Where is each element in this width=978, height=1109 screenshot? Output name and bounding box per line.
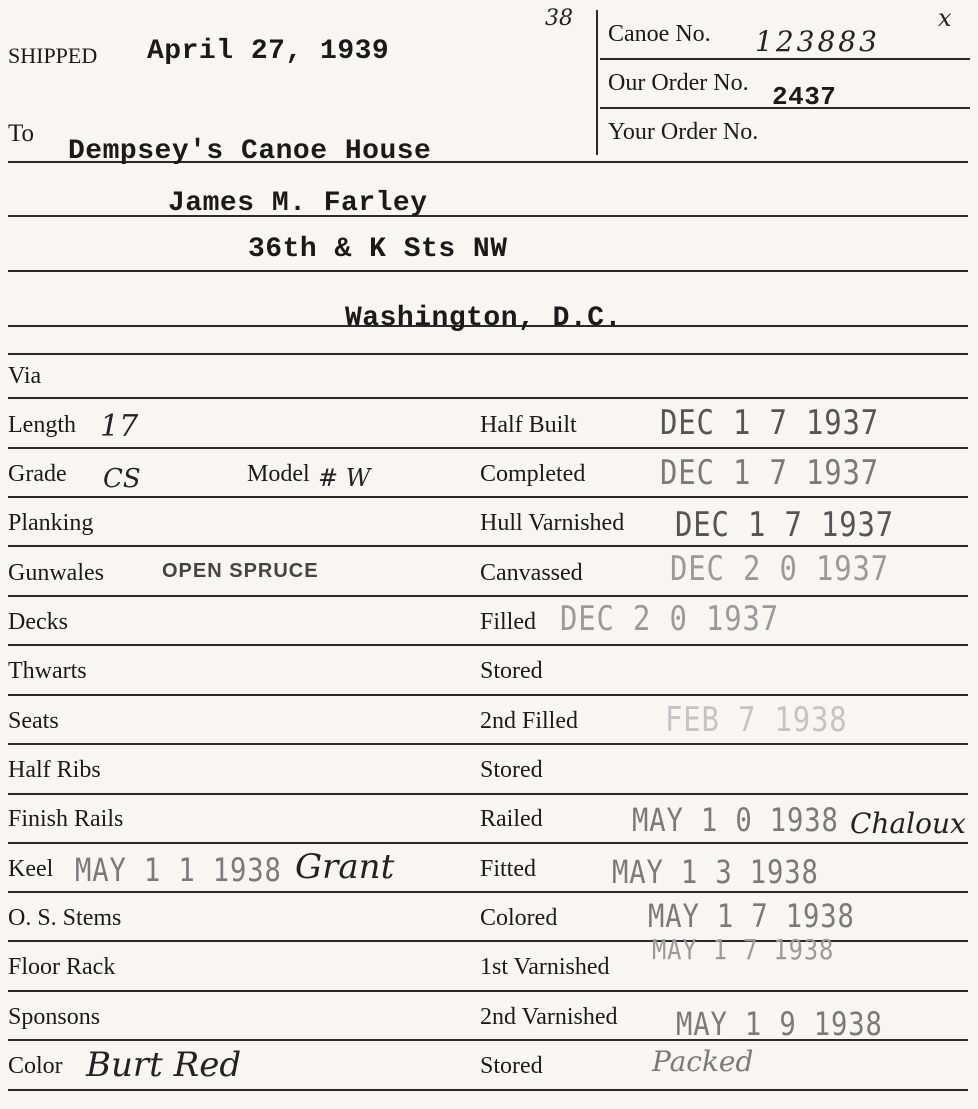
floor-rack-label: Floor Rack [8,954,116,980]
hull-varnished-stamp: DEC 1 7 1937 [675,505,894,545]
stored-label-1: Stored [480,658,543,684]
canoe-no-value: 123883 [755,25,880,58]
our-order-label: Our Order No. [608,70,749,96]
canoe-no-label: Canoe No. [608,21,711,47]
order-box-rule [600,58,970,60]
filled-label: Filled [480,609,537,635]
stored-label-3: Stored [480,1053,543,1079]
planking-label: Planking [8,510,94,536]
hull-varnished-label: Hull Varnished [480,510,625,536]
rule [8,793,968,795]
half-built-label: Half Built [480,412,577,438]
shipped-date: April 27, 1939 [147,36,390,67]
rule [8,270,968,272]
sponsons-label: Sponsons [8,1004,101,1030]
second-varnished-label: 2nd Varnished [480,1004,618,1030]
to-label: To [8,120,35,147]
rule [8,842,968,844]
half-built-stamp: DEC 1 7 1937 [660,403,879,443]
check-mark: x [938,4,952,32]
rule [8,743,968,745]
length-value: 17 [100,409,139,444]
model-label: Model [247,461,310,487]
order-box-border [596,10,598,155]
rule [8,353,968,355]
address-line-1: Dempsey's Canoe House [68,136,432,167]
keel-stamp: MAY 1 1 1938 [75,851,282,889]
rule [8,595,968,597]
first-varnished-label: 1st Varnished [480,954,610,980]
colored-stamp: MAY 1 7 1938 [648,897,855,935]
decks-label: Decks [8,609,68,635]
completed-label: Completed [480,461,586,487]
address-line-2: James M. Farley [168,188,428,219]
address-line-3: 36th & K Sts NW [248,234,508,265]
length-label: Length [8,412,76,438]
gunwales-label: Gunwales [8,560,104,586]
canvassed-stamp: DEC 2 0 1937 [670,549,889,589]
filled-stamp: DEC 2 0 1937 [560,599,779,639]
railed-signature: Chaloux [850,807,966,840]
railed-stamp: MAY 1 0 1938 [632,801,839,839]
color-value: Burt Red [86,1045,242,1085]
gunwales-value: OPEN SPRUCE [162,560,319,582]
keel-label: Keel [8,856,54,882]
second-varnished-stamp: MAY 1 9 1938 [676,1005,883,1043]
rule [8,644,968,646]
stored-label-2: Stored [480,757,543,783]
rule [8,496,968,498]
color-label: Color [8,1053,63,1079]
corner-note: 38 [545,6,573,31]
second-filled-stamp: FEB 7 1938 [665,700,848,740]
first-varnished-stamp: MAY 1 7 1938 [652,933,835,966]
finish-rails-label: Finish Rails [8,806,124,832]
second-filled-label: 2nd Filled [480,708,579,734]
seats-label: Seats [8,708,59,734]
via-label: Via [8,363,42,389]
rule [8,545,968,547]
stored-note: Packed [652,1045,754,1078]
canvassed-label: Canvassed [480,560,583,586]
fitted-label: Fitted [480,856,537,882]
rule [8,447,968,449]
os-stems-label: O. S. Stems [8,905,122,931]
railed-label: Railed [480,806,543,832]
rule [8,215,968,217]
thwarts-label: Thwarts [8,658,87,684]
model-value: # W [318,464,371,492]
colored-label: Colored [480,905,558,931]
our-order-value: 2437 [772,82,837,112]
your-order-label: Your Order No. [608,119,759,145]
keel-signature: Grant [295,847,395,887]
rule [8,891,968,893]
completed-stamp: DEC 1 7 1937 [660,453,879,493]
rule [8,397,968,399]
shipped-label: SHIPPED [8,43,98,68]
rule [8,694,968,696]
grade-label: Grade [8,461,67,487]
half-ribs-label: Half Ribs [8,757,101,783]
fitted-stamp: MAY 1 3 1938 [612,853,819,891]
rule [8,1089,968,1091]
grade-value: CS [103,464,141,494]
address-line-4: Washington, D.C. [345,303,622,334]
rule [8,990,968,992]
